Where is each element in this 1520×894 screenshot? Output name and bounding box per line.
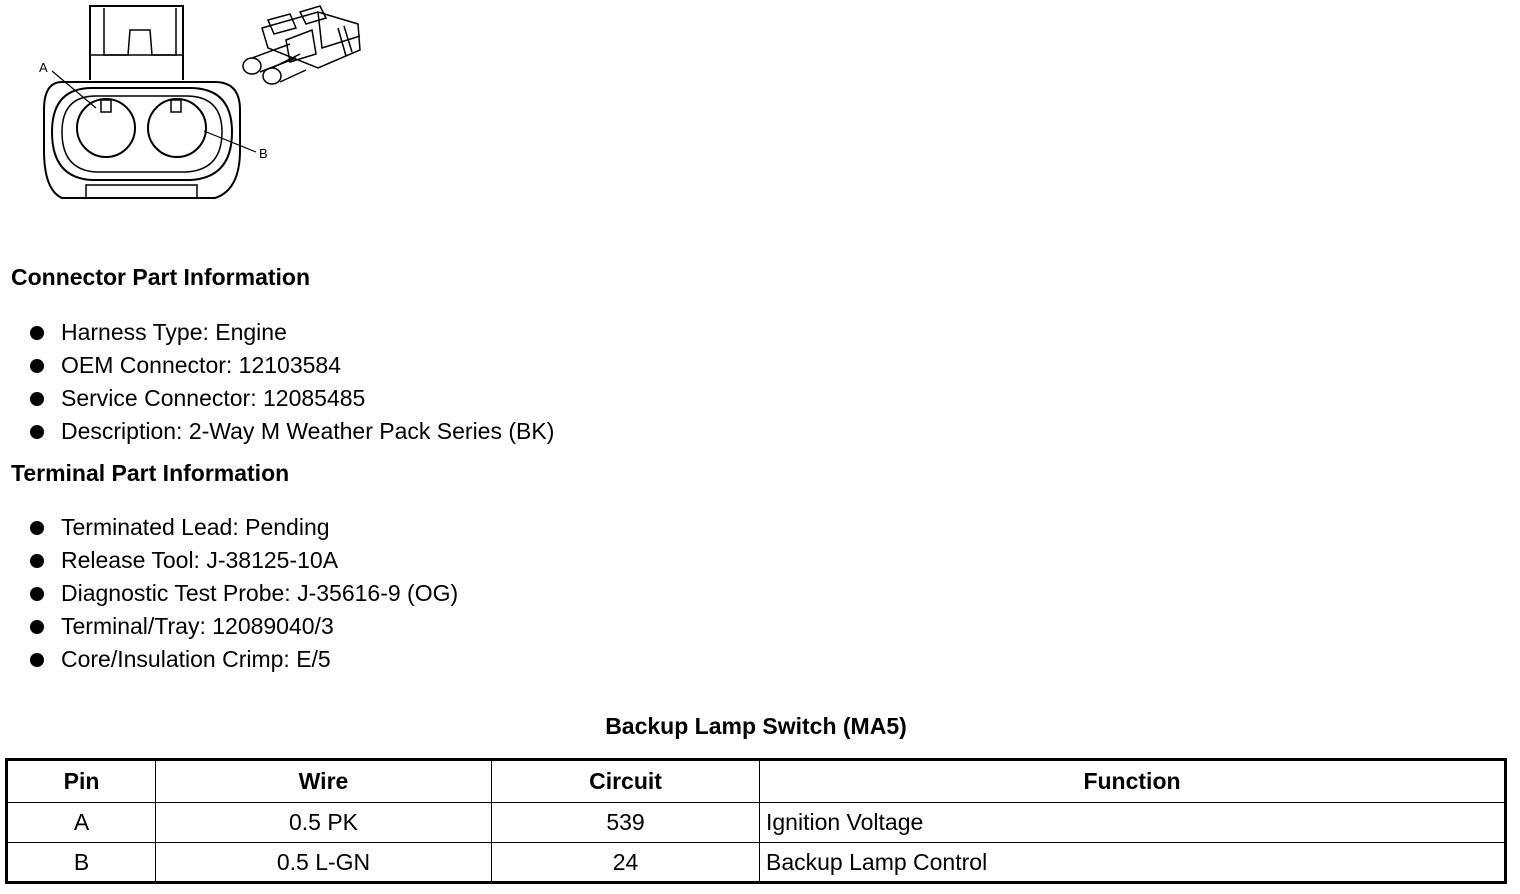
list-item bbox=[28, 643, 458, 676]
list-item-text: Core/Insulation Crimp: E/5 bbox=[61, 646, 331, 672]
list-item bbox=[28, 316, 554, 349]
bullet-icon bbox=[30, 326, 44, 340]
list-item-text: Diagnostic Test Probe: J-35616-9 (OG) bbox=[61, 580, 459, 606]
table-row bbox=[7, 803, 1506, 843]
list-item bbox=[28, 415, 554, 448]
cell-wire: 0.5 L-GN bbox=[156, 843, 492, 883]
list-item-text: OEM Connector: 12103584 bbox=[61, 352, 342, 378]
bullet-icon bbox=[30, 521, 44, 535]
table-row bbox=[7, 843, 1506, 883]
cell-function: Backup Lamp Control bbox=[760, 843, 1506, 883]
cell-circuit: 539 bbox=[492, 803, 760, 843]
header-pin: Pin bbox=[7, 760, 156, 803]
list-item-text: Harness Type: Engine bbox=[61, 319, 287, 345]
connector-part-heading: Connector Part Information bbox=[11, 264, 311, 290]
header-function: Function bbox=[760, 760, 1506, 803]
connector-part-list bbox=[28, 316, 554, 448]
header-wire: Wire bbox=[156, 760, 492, 803]
list-item-text: Terminated Lead: Pending bbox=[61, 514, 330, 540]
cell-wire: 0.5 PK bbox=[156, 803, 492, 843]
list-item bbox=[28, 511, 458, 544]
cell-pin: A bbox=[7, 803, 156, 843]
list-item bbox=[28, 349, 554, 382]
header-circuit: Circuit bbox=[492, 760, 760, 803]
pin-table-title: Backup Lamp Switch (MA5) bbox=[605, 713, 907, 739]
connector-diagram bbox=[0, 0, 380, 210]
terminal-part-list bbox=[28, 511, 458, 676]
pin-label-b: B bbox=[259, 146, 268, 161]
list-item-text: Description: 2-Way M Weather Pack Series (BK) bbox=[61, 418, 555, 444]
bullet-icon bbox=[30, 653, 44, 667]
pin-label-a: A bbox=[39, 60, 48, 75]
terminal-part-heading: Terminal Part Information bbox=[11, 460, 290, 486]
list-item bbox=[28, 610, 458, 643]
cell-pin: B bbox=[7, 843, 156, 883]
list-item-text: Service Connector: 12085485 bbox=[61, 385, 366, 411]
bullet-icon bbox=[30, 587, 44, 601]
list-item bbox=[28, 544, 458, 577]
bullet-icon bbox=[30, 392, 44, 406]
list-item-text: Terminal/Tray: 12089040/3 bbox=[61, 613, 334, 639]
cell-circuit: 24 bbox=[492, 843, 760, 883]
bullet-icon bbox=[30, 620, 44, 634]
bullet-icon bbox=[30, 359, 44, 373]
bullet-icon bbox=[30, 554, 44, 568]
pin-table-header-row bbox=[7, 760, 1506, 803]
list-item bbox=[28, 382, 554, 415]
list-item bbox=[28, 577, 458, 610]
cell-function: Ignition Voltage bbox=[760, 803, 1506, 843]
pin-table bbox=[5, 758, 1507, 884]
bullet-icon bbox=[30, 425, 44, 439]
list-item-text: Release Tool: J-38125-10A bbox=[61, 547, 339, 573]
